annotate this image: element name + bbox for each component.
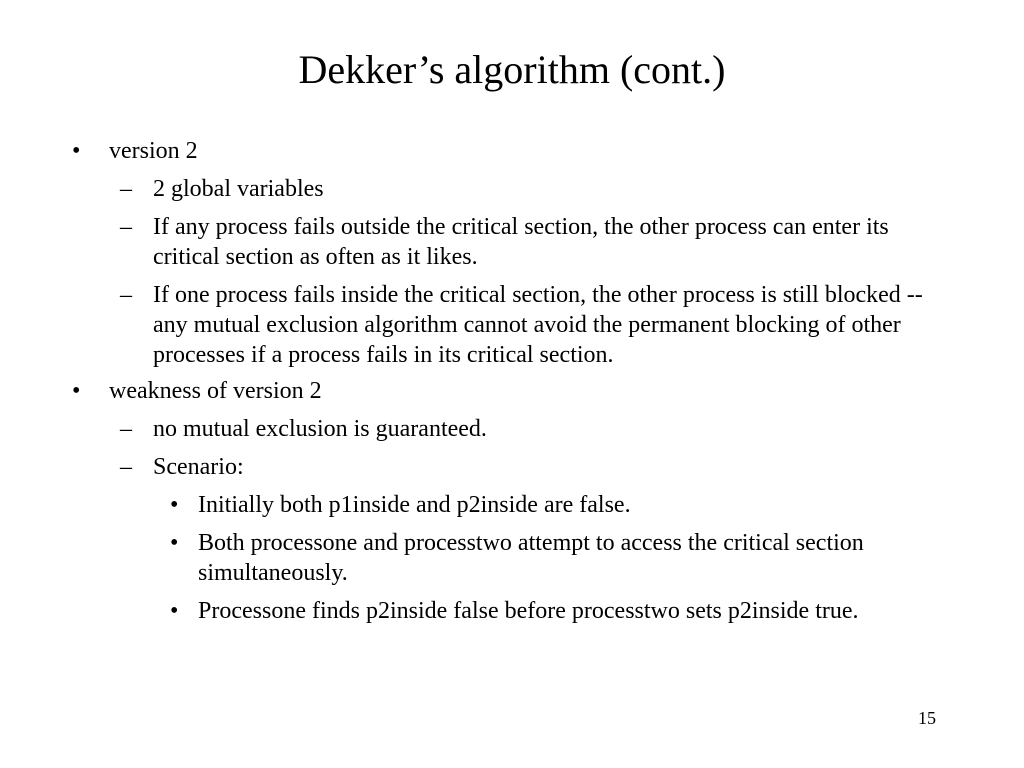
bullet-marker: •: [170, 598, 179, 624]
list-item-text: version 2: [109, 138, 198, 164]
list-item-level-1: [72, 136, 952, 166]
list-item-text: If any process fails outside the critical section, the other process can enter its critical section as often as it likes.: [153, 214, 889, 270]
list-item-text: Scenario:: [153, 454, 244, 480]
list-item-level-2: [72, 414, 952, 444]
list-item-text: weakness of version 2: [109, 378, 322, 404]
page-number: 15: [918, 708, 936, 728]
list-item-text: If one process fails inside the critical section, the other process is still blocked -- any mutual exclusion algorithm cannot avoid the permanent blocking of other processes if a process fails in its critical section.: [153, 282, 923, 368]
list-item-level-2: [72, 174, 952, 204]
list-item-text: Initially both p1inside and p2inside are false.: [198, 492, 631, 518]
dash-marker: –: [120, 176, 132, 202]
list-item-level-1: [72, 376, 952, 406]
list-item-text: no mutual exclusion is guaranteed.: [153, 416, 487, 442]
slide-title: Dekker’s algorithm (cont.): [298, 47, 726, 92]
dash-marker: –: [120, 416, 132, 442]
bullet-marker: •: [170, 492, 179, 518]
list-item-level-3: [72, 490, 952, 520]
dash-marker: –: [120, 282, 132, 308]
bullet-marker: •: [72, 138, 81, 164]
list-item-text: Processone finds p2inside false before processtwo sets p2inside true.: [198, 598, 859, 624]
bullet-marker: •: [72, 378, 81, 404]
bullet-marker: •: [170, 530, 179, 556]
list-item-level-3: [72, 596, 952, 626]
list-item-level-2: [72, 280, 952, 370]
list-item-level-3: [72, 528, 952, 588]
list-item-text: 2 global variables: [153, 176, 324, 202]
slide-content: [72, 132, 952, 626]
list-item-level-2: [72, 452, 952, 482]
list-item-text: Both processone and processtwo attempt to access the critical section simultaneously.: [198, 530, 864, 586]
dash-marker: –: [120, 214, 132, 240]
dash-marker: –: [120, 454, 132, 480]
list-item-level-2: [72, 212, 952, 272]
